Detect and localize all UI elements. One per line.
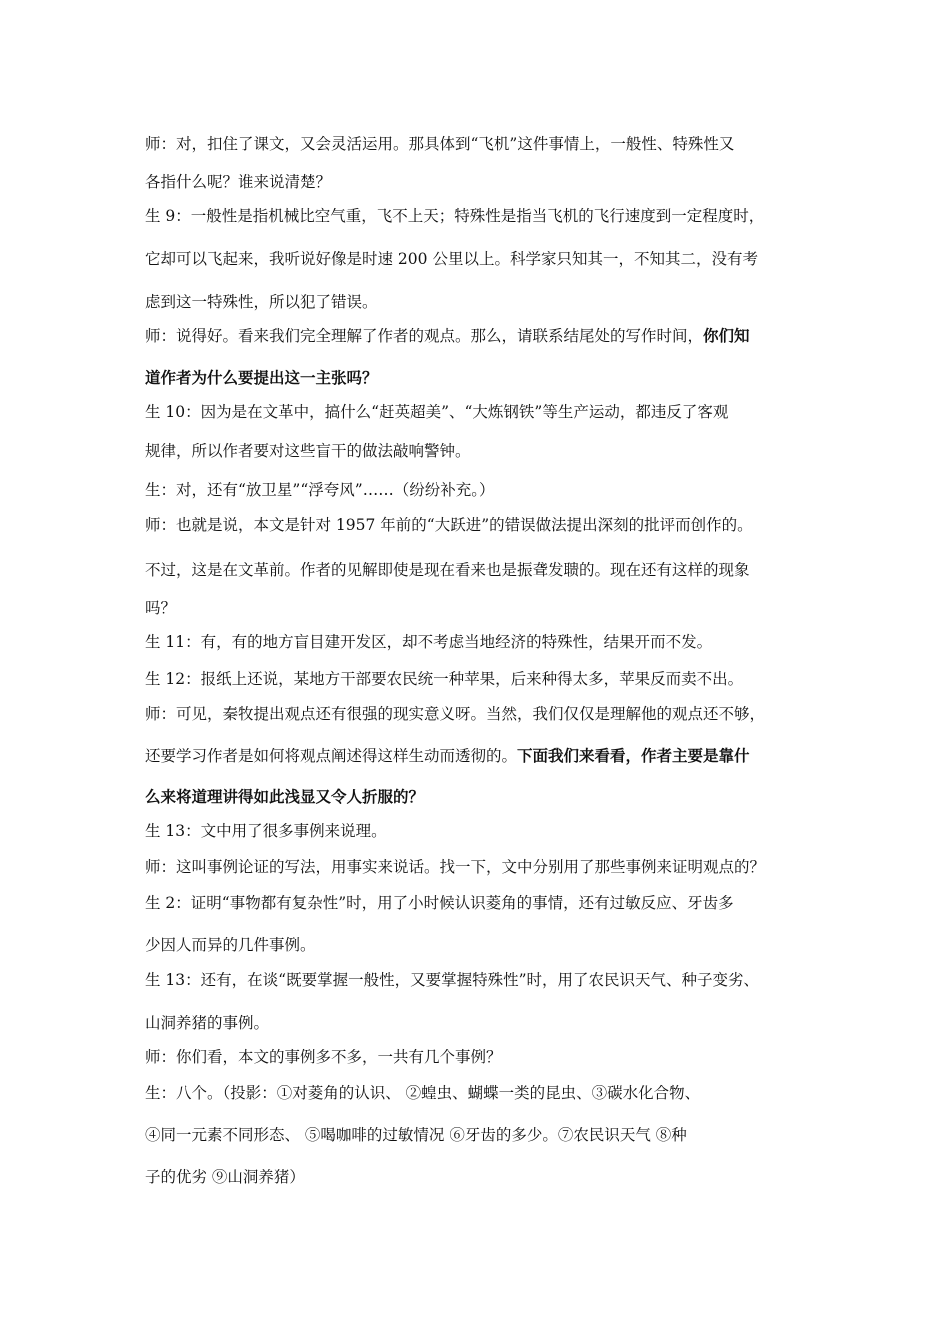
text-line: 师：这叫事例论证的写法，用事实来说话。找一下，文中分别用了那些事例来证明观点的？ — [145, 858, 766, 876]
text-line: 师：对，扣住了课文，又会灵活运用。那具体到“飞机”这件事情上，一般性、特殊性又 — [145, 135, 735, 153]
text-line: 道作者为什么要提出这一主张吗？ — [145, 368, 378, 387]
text-line: 山洞养猪的事例。 — [145, 1014, 270, 1032]
text-line: 生 2：证明“事物都有复杂性”时，用了小时候认识菱角的事情，还有过敏反应、牙齿多 — [145, 894, 734, 912]
text-line: 师：你们看，本文的事例多不多，一共有几个事例？ — [145, 1048, 502, 1066]
text-line: 吗？ — [145, 599, 177, 617]
text-line: ④同一元素不同形态、 ⑤喝咖啡的过敏情况 ⑥牙齿的多少。⑦农民识天气 ⑧种 — [145, 1126, 687, 1144]
text-line: 生：对，还有“放卫星”“浮夸风”……（纷纷补充。） — [145, 481, 495, 499]
text-line: 师：也就是说，本文是针对 1957 年前的“大跃进”的错误做法提出深刻的批评而创作的。 — [145, 516, 753, 534]
text-line: 么来将道理讲得如此浅显又令人折服的？ — [145, 787, 425, 806]
text-line: 生：八个。（投影：①对菱角的认识、 ②蝗虫、蝴蝶一类的昆虫、③碳水化合物、 — [145, 1084, 701, 1102]
text-line: 不过，这是在文革前。作者的见解即使是现在看来也是振聋发聩的。现在还有这样的现象 — [145, 561, 750, 579]
text-line: 生 9：一般性是指机械比空气重，飞不上天；特殊性是指当飞机的飞行速度到一定程度时， — [145, 207, 765, 225]
text-line: 子的优劣 ⑨山洞养猪） — [145, 1168, 305, 1186]
text-line: 生 11：有，有的地方盲目建开发区，却不考虑当地经济的特殊性，结果开而不发。 — [145, 633, 713, 651]
text-line: 它却可以飞起来，我听说好像是时速 200 公里以上。科学家只知其一，不知其二，没有考 — [145, 250, 758, 268]
text-line: 规律，所以作者要对这些盲干的做法敲响警钟。 — [145, 442, 471, 460]
text-line: 虑到这一特殊性，所以犯了错误。 — [145, 293, 378, 311]
text-line: 各指什么呢？谁来说清楚？ — [145, 173, 332, 191]
text-line: 少因人而异的几件事例。 — [145, 936, 316, 954]
text-line: 还要学习作者是如何将观点阐述得这样生动而透彻的。下面我们来看看，作者主要是靠什 — [145, 746, 750, 765]
text-line: 生 12：报纸上还说，某地方干部要农民统一种苹果，后来种得太多，苹果反而卖不出。 — [145, 670, 744, 688]
text-line: 生 10：因为是在文革中，搞什么“赶英超美”、“大炼钢铁”等生产运动，都违反了客观 — [145, 403, 729, 421]
text-line: 生 13：还有，在谈“既要掌握一般性，又要掌握特殊性”时，用了农民识天气、种子变劣、 — [145, 971, 760, 989]
text-line: 师：说得好。看来我们完全理解了作者的观点。那么，请联系结尾处的写作时间，你们知 — [145, 326, 750, 345]
text-line: 生 13：文中用了很多事例来说理。 — [145, 822, 387, 840]
text-line: 师：可见，秦牧提出观点还有很强的现实意义呀。当然，我们仅仅是理解他的观点还不够， — [145, 705, 766, 723]
